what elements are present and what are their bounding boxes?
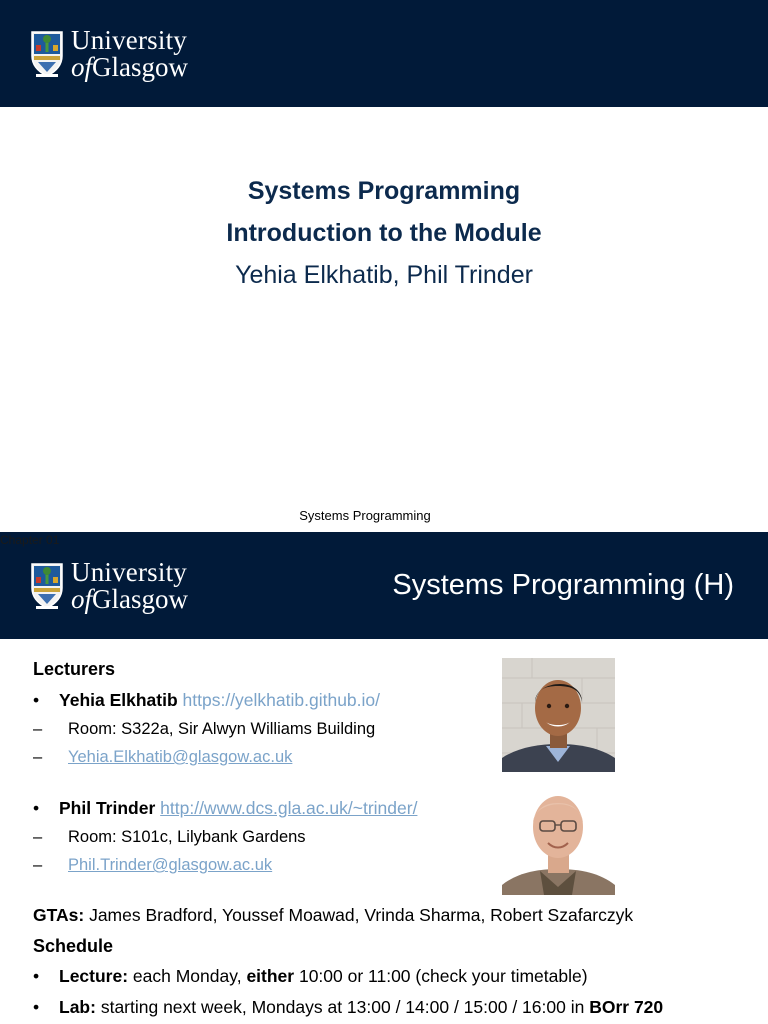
crest-icon bbox=[30, 30, 64, 78]
slide-authors: Yehia Elkhatib, Phil Trinder bbox=[235, 261, 533, 289]
logo-glasgow-word: Glasgow bbox=[92, 584, 189, 614]
logo-of-text: of bbox=[71, 52, 93, 82]
lecturer1-photo bbox=[502, 658, 615, 772]
lecturer2-name: Phil Trinder bbox=[59, 798, 156, 818]
gtas-label: GTAs: bbox=[33, 905, 85, 925]
gtas-names: James Bradford, Youssef Moawad, Vrinda Sharma, Robert Szafarczyk bbox=[89, 905, 634, 925]
lecture-either: either bbox=[246, 966, 295, 986]
slide-title: Systems Programming bbox=[247, 177, 521, 205]
lecturer2-portrait-image bbox=[502, 787, 615, 895]
lecturer1-portrait-image bbox=[502, 658, 615, 772]
dash-mark: – bbox=[33, 856, 43, 874]
logo-of-text: of bbox=[71, 584, 93, 614]
schedule-heading: Schedule bbox=[33, 936, 114, 956]
dash-mark: – bbox=[33, 720, 43, 738]
header-banner bbox=[0, 0, 768, 107]
lab-label: Lab: bbox=[59, 997, 96, 1017]
lecture-bullet bbox=[33, 968, 588, 986]
lecturer2-url-link[interactable]: http://www.dcs.gla.ac.uk/~trinder/ bbox=[160, 798, 418, 818]
lecturer1-room bbox=[33, 721, 375, 738]
lecturer1-name: Yehia Elkhatib bbox=[59, 690, 178, 710]
logo-glasgow-text bbox=[71, 54, 188, 81]
logo-university-text: University bbox=[71, 25, 187, 55]
slide-subtitle: Introduction to the Module bbox=[226, 219, 542, 247]
lab-bullet bbox=[33, 999, 663, 1017]
logo-glasgow-word: Glasgow bbox=[92, 52, 189, 82]
dash-mark: – bbox=[33, 748, 43, 766]
title-block bbox=[0, 170, 768, 296]
bullet-mark: • bbox=[33, 966, 40, 986]
logo-glasgow-text bbox=[71, 586, 188, 613]
crest-icon bbox=[30, 562, 64, 610]
lecturer1-room-text: Room: S322a, Sir Alwyn Williams Building bbox=[68, 720, 376, 738]
lecturer2-room-text: Room: S101c, Lilybank Gardens bbox=[68, 828, 306, 846]
chapter-label: Chapter 01 bbox=[0, 533, 60, 547]
university-logo-2 bbox=[30, 559, 188, 613]
bullet-mark: • bbox=[33, 798, 40, 818]
lecture-text1: each Monday, bbox=[132, 966, 242, 986]
bullet-mark: • bbox=[33, 997, 40, 1017]
lecturer2-email bbox=[33, 857, 272, 874]
header-banner-2 bbox=[0, 532, 768, 639]
lecturer2-room bbox=[33, 829, 306, 846]
slide-footer: Systems Programming bbox=[299, 508, 431, 523]
bullet-mark: • bbox=[33, 690, 40, 710]
lecturer2-bullet bbox=[33, 800, 417, 818]
lecturer1-email-link[interactable]: Yehia.Elkhatib@glasgow.ac.uk bbox=[68, 748, 293, 766]
lecturers-heading: Lecturers bbox=[33, 659, 116, 679]
lecturer2-email-link[interactable]: Phil.Trinder@glasgow.ac.uk bbox=[68, 856, 273, 874]
lecturer1-url-link[interactable]: https://yelkhatib.github.io/ bbox=[182, 690, 381, 710]
slide2-title: Systems Programming (H) bbox=[392, 569, 734, 601]
lecturer1-bullet bbox=[33, 692, 380, 710]
lecture-text2: 10:00 or 11:00 (check your timetable) bbox=[298, 966, 588, 986]
lecturer2-photo bbox=[502, 787, 615, 895]
university-logo bbox=[30, 27, 188, 81]
logo-university-text: University bbox=[71, 557, 187, 587]
dash-mark: – bbox=[33, 828, 43, 846]
lecture-label: Lecture: bbox=[59, 966, 129, 986]
gtas-line bbox=[33, 907, 633, 925]
lab-room: BOrr 720 bbox=[589, 997, 664, 1017]
lecturer1-email bbox=[33, 749, 292, 766]
lab-text: starting next week, Mondays at 13:00 / 14:00 / 15:00 / 16:00 in bbox=[100, 997, 585, 1017]
